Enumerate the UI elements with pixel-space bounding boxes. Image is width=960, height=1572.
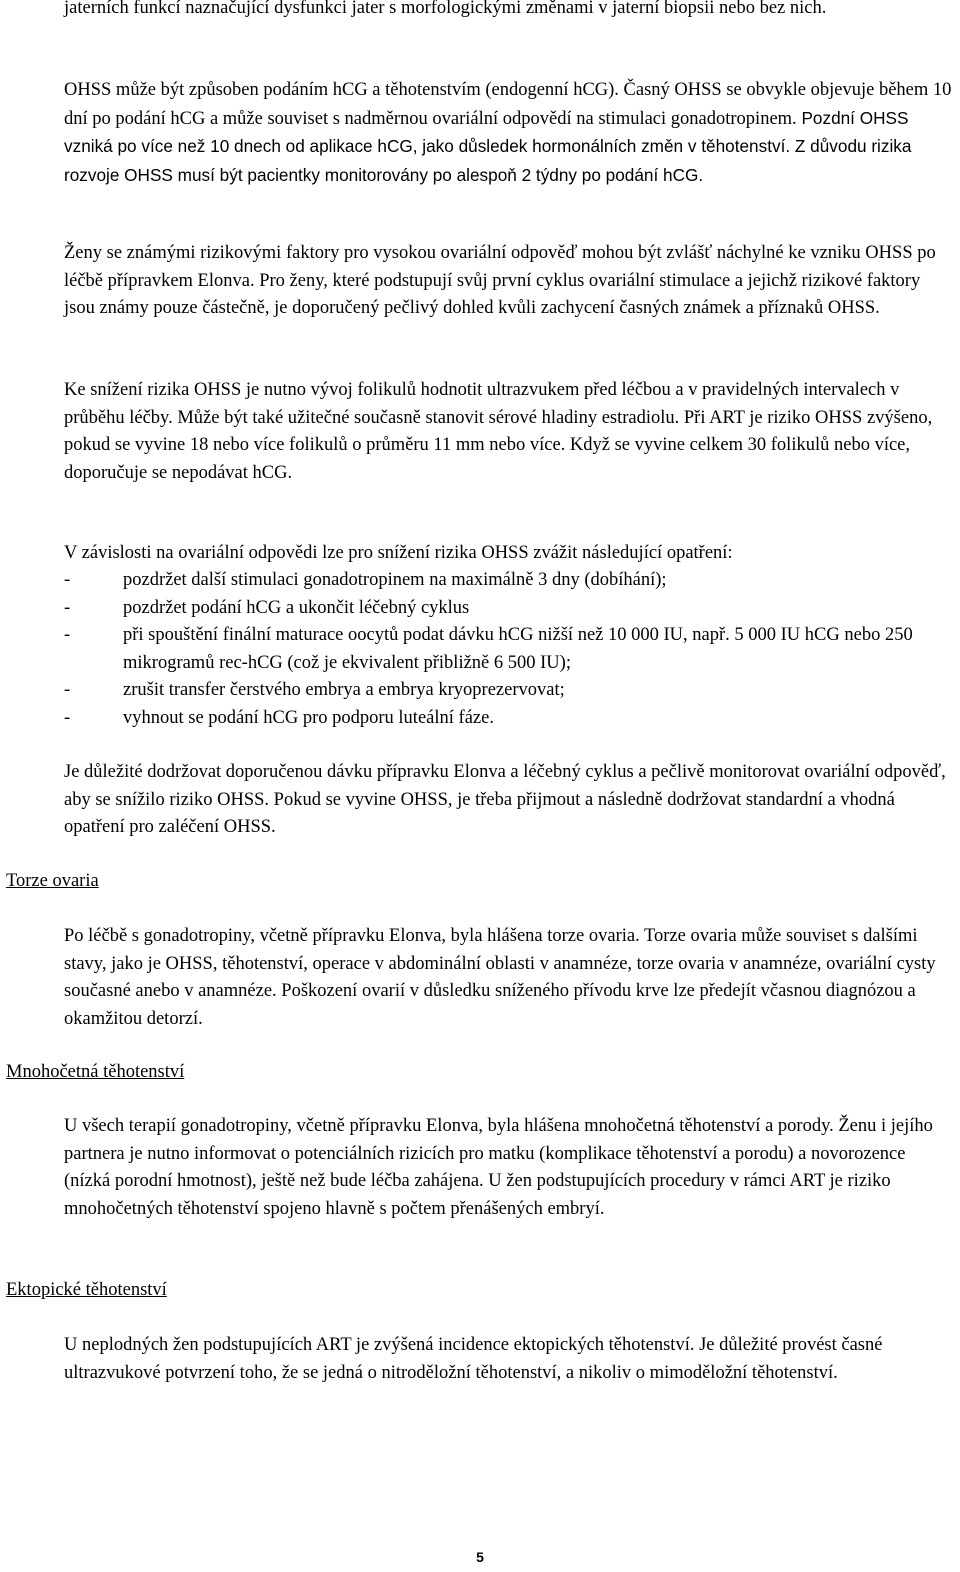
list-item: - zrušit transfer čerstvého embrya a embrya kryoprezervovat; <box>64 677 954 705</box>
paragraph-torze-ovaria: Po léčbě s gonadotropiny, včetně přípravku Elonva, byla hlášena torze ovaria. Torze ovaria může souviset s dalšími stavy, jako je OHSS, těhotenství, operace v abdominální oblasti v anamnéze, torze ovaria v anamnéze, ovariální cysty současné anebo v anamnéze. Poškození ovarií v důsledku sníženého přívodu krve lze předejít včasnou diagnózou a okamžitou detorzí. <box>64 926 936 1029</box>
list-item: - vyhnout se podání hCG pro podporu luteální fáze. <box>64 705 954 733</box>
heading-mnohocetna-tehotenstvi: Mnohočetná těhotenství <box>6 1062 185 1082</box>
list-item: - při spouštění finální maturace oocytů podat dávku hCG nižší než 10 000 IU, např. 5 000 IU hCG nebo 250 mikrogramů rec-hCG (což je ekvivalent přibližně 6 500 IU); <box>64 622 954 677</box>
page-number: 5 <box>476 1549 484 1565</box>
bullet-dash: - <box>64 625 71 645</box>
ohss-late-text: Pozdní OHSS vzniká po více než 10 dnech od aplikace hCG, jako důsledek hormonálních změn v těhotenství. <box>64 107 909 156</box>
paragraph-recommended-dose: Je důležité dodržovat doporučenou dávku přípravku Elonva a léčebný cyklus a pečlivě monitorovat ovariální odpověď, aby se snížilo riziko OHSS. Pokud se vyvine OHSS, je třeba přijmout a následně dodržovat standardní a vhodná opatření pro zaléčení OHSS. <box>64 762 946 837</box>
list-item: - pozdržet další stimulaci gonadotropinem na maximálně 3 dny (dobíhání); <box>64 567 954 595</box>
measures-list <box>64 567 954 732</box>
heading-ektopicke-tehotenstvi: Ektopické těhotenství <box>6 1280 167 1300</box>
paragraph-ultrasound-monitoring: Ke snížení rizika OHSS je nutno vývoj folikulů hodnotit ultrazvukem před léčbou a v pravidelných intervalech v průběhu léčby. Může být také užitečné současně stanovit sérové hladiny estradiolu. Při ART je riziko OHSS zvýšeno, pokud se vyvine 18 nebo více folikulů o průměru 11 mm nebo více. Když se vyvine celkem 30 folikulů nebo více, doporučuje se nepodávat hCG. <box>64 380 933 483</box>
bullet-dash: - <box>64 680 71 700</box>
ohss-cause-text: OHSS může být způsoben podáním hCG a těhotenstvím (endogenní hCG). Časný OHSS se obvykle objevuje během 10 dní po podání hCG a může souviset s nadměrnou ovariální odpovědí na stimulaci gonadotropinem. <box>64 80 952 129</box>
bullet-dash: - <box>64 570 71 590</box>
heading-torze-ovaria: Torze ovaria <box>6 871 99 891</box>
bullet-dash: - <box>64 707 71 728</box>
paragraph-risk-factors: Ženy se známými rizikovými faktory pro vysokou ovariální odpověď mohou být zvlášť náchylné ke vzniku OHSS po léčbě přípravkem Elonva. Pro ženy, které podstupují svůj první cyklus ovariální stimulace a jejichž rizikové faktory jsou známy pouze částečně, je doporučený pečlivý dohled kvůli zachycení časných známek a příznaků OHSS. <box>64 243 936 318</box>
paragraph-ektopicke-tehotenstvi: U neplodných žen podstupujících ART je zvýšená incidence ektopických těhotenství. Je důležité provést časné ultrazvukové potvrzení toho, že se jedná o nitroděložní těhotenství, a nikoliv o mimoděložní těhotenství. <box>64 1335 883 1383</box>
paragraph-mnohocetna-tehotenstvi: U všech terapií gonadotropiny, včetně přípravku Elonva, byla hlášena mnohočetná těhotenství a porody. Ženu i jejího partnera je nutno informovat o potenciálních rizicích pro matku (komplikace těhotenství a porodu) a novorozence (nízká porodní hmotnost), ještě než bude léčba zahájena. U žen podstupujících procedury v rámci ART je riziko mnohočetných těhotenství spojeno hlavně s počtem přenášených embryí. <box>64 1116 933 1219</box>
paragraph-ohss-cause <box>64 77 954 190</box>
ohss-monitoring-text: Z důvodu rizika rozvoje OHSS musí být pacientky monitorovány po alespoň 2 týdny po podání hCG. <box>64 136 912 185</box>
list-item: - pozdržet podání hCG a ukončit léčebný cyklus <box>64 595 954 623</box>
paragraph-liver-function: jaterních funkcí naznačující dysfunkci jater s morfologickými změnami v jaterní biopsii nebo bez nich. <box>64 0 827 18</box>
paragraph-measures-intro: V závislosti na ovariální odpovědi lze pro snížení rizika OHSS zvážit následující opatření: <box>64 543 733 563</box>
bullet-dash: - <box>64 597 71 618</box>
